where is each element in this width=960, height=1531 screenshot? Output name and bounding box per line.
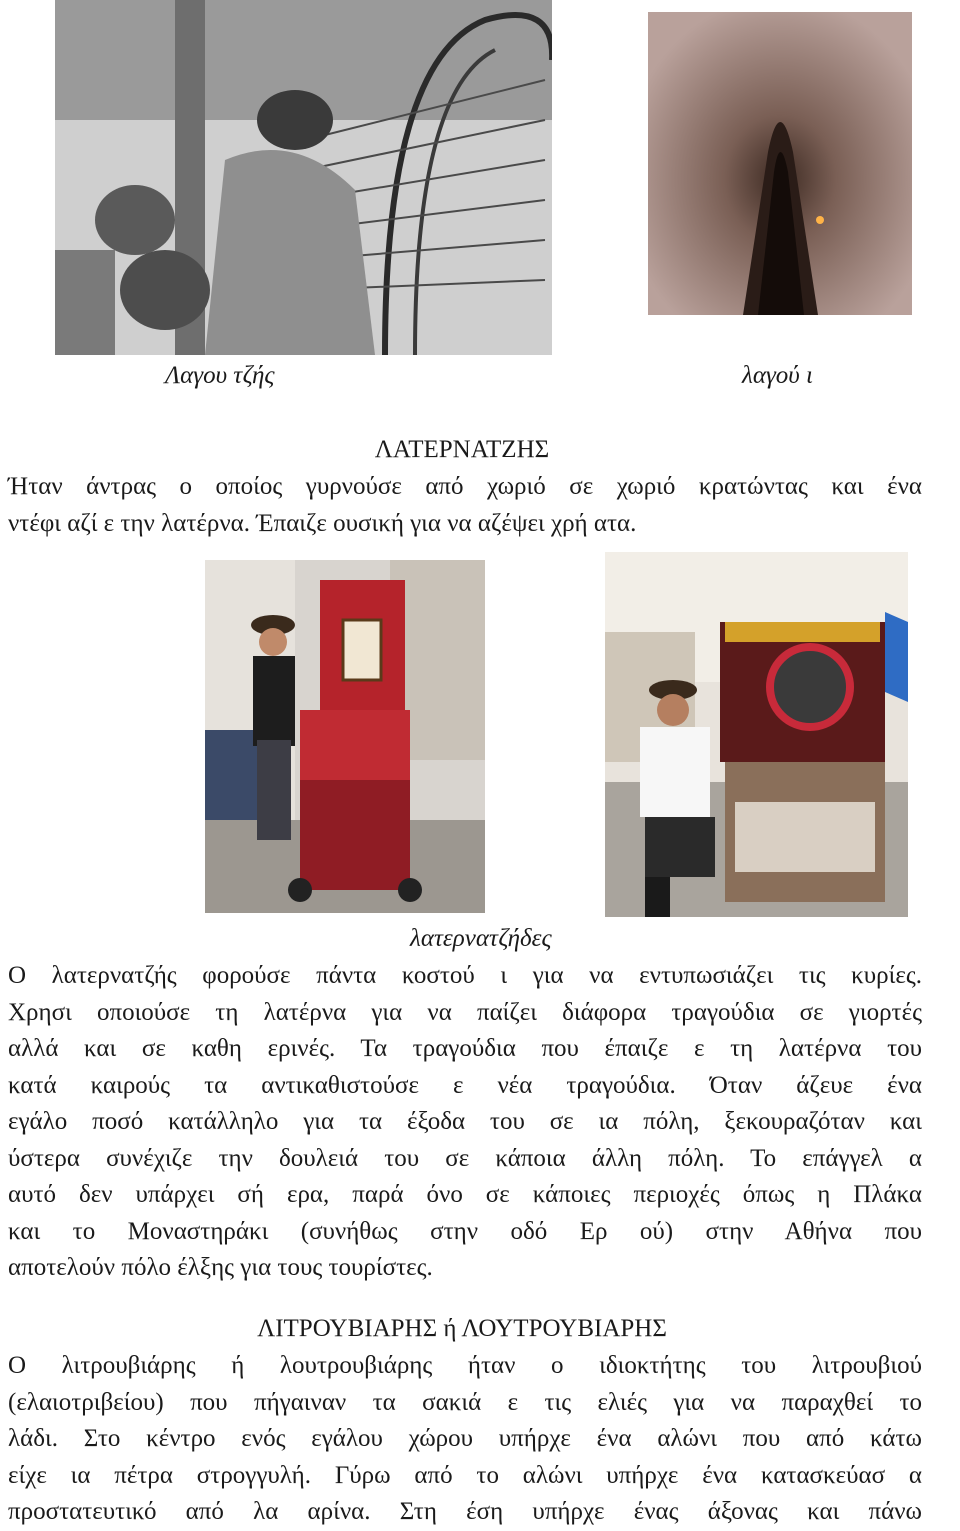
text-line: και το Μοναστηράκι (συνήθως στην οδό Ερ ού) στην Αθήνα που — [8, 1217, 922, 1245]
caption-organ-grinders: λατερνατζήδες — [410, 925, 552, 952]
organ-grinder-2-drawing — [605, 552, 908, 917]
organ-grinder-photo-1 — [205, 560, 485, 913]
text-line: Ήταν άντρας ο οποίος γυρνούσε από χωριό σε χωριό κρατώντας και ένα — [8, 473, 922, 500]
section-heading-litrouviaris: ΛΙΤΡΟΥΒΙΑΡΗΣ ή ΛΟΥΤΡΟΥΒΙΑΡΗΣ — [257, 1315, 667, 1342]
organ-grinder-1-drawing — [205, 560, 485, 913]
text-line: ύστερα συνέχιζε την δουλειά του σε κάποια άλλη πόλη. Το επάγγελ α — [8, 1144, 922, 1172]
miner-sketch-image — [55, 0, 552, 355]
text-line: Χρησι οποιούσε τη λατέρνα για να παίζει διάφορα τραγούδια σε γιορτές — [8, 998, 922, 1026]
text-line: λάδι. Στο κέντρο ενός εγάλου χώρου υπήρχε ένα αλώνι που από κάτω — [8, 1425, 922, 1452]
paragraph-laternatzis-details — [8, 958, 922, 1287]
paragraph-laternatzis-intro — [8, 469, 922, 542]
text-line: κατά καιρούς τα αντικαθιστούσε ε νέα τραγούδια. Όταν άζευε ένα — [8, 1071, 922, 1099]
text-line: προστατευτικό από λα αρίνα. Στη έση υπήρχε ένας άξονας και πάνω — [8, 1498, 922, 1525]
section-heading-laternatzis: ΛΑΤΕΡΝΑΤΖΗΣ — [374, 436, 550, 463]
tunnel-photo-drawing — [648, 12, 912, 315]
text-line: ντέφι αζί ε την λατέρνα. Έπαιζε ουσική για να αζέψει χρή ατα. — [8, 509, 637, 537]
text-line: Ο λιτρουβιάρης ή λουτρουβιάρης ήταν ο ιδιοκτήτης του λιτρουβιού — [8, 1352, 922, 1379]
text-line: Ο λατερνατζής φορούσε πάντα κοστού ι για να εντυπωσιάζει τις κυρίες. — [8, 962, 922, 989]
text-line: αλλά και σε καθη ερινές. Τα τραγούδια που έπαιζε ε τη λατέρνα του — [8, 1035, 922, 1062]
text-line: αποτελούν πόλο έλξης για τους τουρίστες. — [8, 1254, 433, 1281]
text-line: είχε ια πέτρα στρογγυλή. Γύρω από το αλώνι υπήρχε ένα κατασκεύασ α — [8, 1461, 922, 1489]
tunnel-photo-image — [648, 12, 912, 315]
paragraph-litrouviaris — [8, 1348, 922, 1531]
text-line: αυτό δεν υπάρχει σή ερα, παρά όνο σε κάποιες περιοχές όπως η Πλάκα — [8, 1181, 922, 1208]
miner-sketch-drawing — [55, 0, 552, 355]
organ-grinder-photo-2 — [605, 552, 908, 917]
caption-miner: Λαγου τζής — [165, 362, 275, 389]
caption-tunnel: λαγού ι — [742, 362, 813, 389]
text-line: εγάλο ποσό κατάλληλο για τα έξοδα του σε ια πόλη, ξεκουραζόταν και — [8, 1108, 922, 1135]
text-line: (ελαιοτριβείου) που πήγαιναν τα σακιά ε τις ελιές για να παραχθεί το — [8, 1388, 922, 1416]
